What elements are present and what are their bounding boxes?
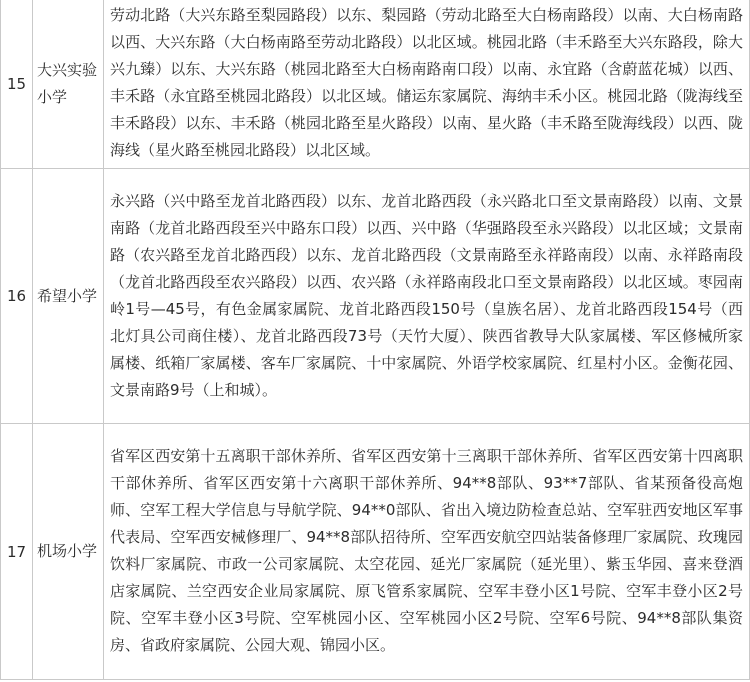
table-row xyxy=(1,0,750,169)
row-number: 17 xyxy=(1,424,33,680)
row-number: 15 xyxy=(1,0,33,169)
school-name: 机场小学 xyxy=(33,424,104,680)
zone-description: 省军区西安第十五离职干部休养所、省军区西安第十三离职干部休养所、省军区西安第十四离职干部休养所、省军区西安第十六离职干部休养所、94**8部队、93**7部队、省某预备役高炮师、空军工程大学信息与导航学院、94**0部队、省出入境边防检查总站、空军驻西安地区军事代表局、空军西安械修理厂、94**8部队招待所、空军西安航空四站装备修理厂家属院、玫瑰园饮料厂家属院、市政一公司家属院、太空花园、延光厂家属院（延光里）、紫玉华园、喜来登酒店家属院、兰空西安企业局家属院、原飞管系家属院、空军丰登小区1号院、空军丰登小区2号院、空军丰登小区3号院、空军桃园小区、空军桃园小区2号院、空军6号院、94**8部队集资房、省政府家属院、公园大观、锦园小区。 xyxy=(104,424,750,680)
zone-description: 永兴路（兴中路至龙首北路西段）以东、龙首北路西段（永兴路北口至文景南路段）以南、文景南路（龙首北路西段至兴中路东口段）以西、兴中路（华强路段至永兴路段）以北区域；文景南路（农兴路至龙首北路西段）以东、龙首北路西段（文景南路至永祥路南段）以南、永祥路南段（龙首北路西段至农兴路段）以西、农兴路（永祥路南段北口至文景南路段）以北区域。枣园南岭1号—45号，有色金属家属院、龙首北路西段150号（皇族名居）、龙首北路西段154号（西北灯具公司商住楼）、龙首北路西段73号（天竹大厦）、陕西省教导大队家属楼、军区修械所家属楼、纸箱厂家属楼、客车厂家属院、十中家属院、外语学校家属院、红星村小区。金衡花园、文景南路9号（上和城）。 xyxy=(104,169,750,424)
zone-description: 劳动北路（大兴东路至梨园路段）以东、梨园路（劳动北路至大白杨南路段）以南、大白杨南路以西、大兴东路（大白杨南路至劳动北路段）以北区域。桃园北路（丰禾路至大兴东路段，除大兴九臻）以东、大兴东路（桃园北路至大白杨南路南口段）以南、永宜路（含蔚蓝花城）以西、丰禾路（永宜路至桃园北路段）以北区域。储运东家属院、海纳丰禾小区。桃园北路（陇海线至丰禾路段）以东、丰禾路（桃园北路至星火路段）以南、星火路（丰禾路至陇海线段）以西、陇海线（星火路至桃园北路段）以北区域。 xyxy=(104,0,750,169)
table-row xyxy=(1,169,750,424)
school-name: 大兴实验小学 xyxy=(33,0,104,169)
table-row xyxy=(1,424,750,680)
row-number: 16 xyxy=(1,169,33,424)
school-name: 希望小学 xyxy=(33,169,104,424)
